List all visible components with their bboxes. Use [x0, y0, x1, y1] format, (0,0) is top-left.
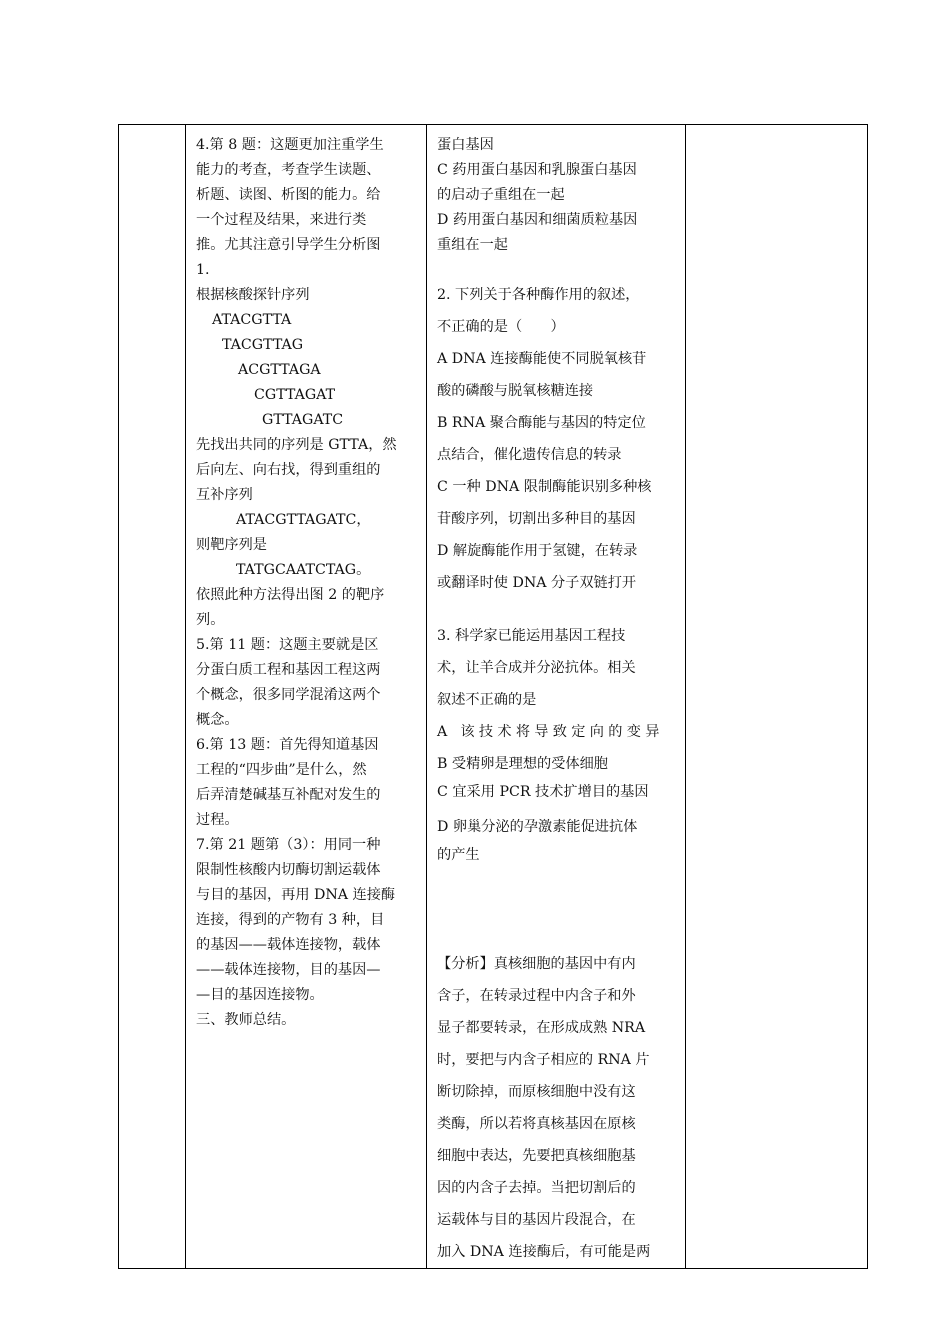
note-line: 4.第 8 题：这题更加注重学生 [196, 137, 384, 153]
note-line: 过程。 [196, 812, 239, 828]
target-sequence: TATGCAATCTAG。 [236, 562, 371, 578]
question-line: 术，让羊合成并分泌抗体。相关 [437, 660, 636, 676]
exercises [427, 125, 685, 1268]
probe-sequence: ACGTTAGA [238, 362, 321, 378]
note-line: 的基因——载体连接物，载体 [196, 937, 381, 953]
table-row [119, 125, 868, 1269]
question-line: 的启动子重组在一起 [437, 187, 565, 203]
question-line: 3. 科学家已能运用基因工程技 [437, 628, 626, 644]
analysis-line: 加入 DNA 连接酶后，有可能是两 [437, 1244, 651, 1260]
question-line: 蛋白基因 [437, 137, 494, 153]
analysis-line: 显子都要转录，在形成成熟 NRA [437, 1020, 646, 1036]
blank-cell-right [686, 125, 868, 1269]
note-line: 7.第 21 题第（3）：用同一种 [196, 837, 381, 853]
blank-cell-left [119, 125, 186, 1269]
note-line: 一个过程及结果，来进行类 [196, 212, 367, 228]
note-line: 与目的基因，再用 DNA 连接酶 [196, 887, 396, 903]
note-line: 后向左、向右找，得到重组的 [196, 462, 381, 478]
note-line: ——载体连接物，目的基因— [196, 962, 381, 978]
teaching-notes-cell [186, 125, 427, 1269]
question-line: D 药用蛋白基因和细菌质粒基因 [437, 212, 638, 228]
note-line: 先找出共同的序列是 GTTA，然 [196, 437, 397, 453]
note-line: 概念。 [196, 712, 239, 728]
question-line: B RNA 聚合酶能与基因的特定位 [437, 415, 646, 431]
probe-sequence: CGTTAGAT [254, 387, 336, 403]
lesson-plan-table [118, 124, 868, 1269]
note-line: 1. [196, 262, 210, 278]
question-line: 叙述不正确的是 [437, 692, 537, 708]
analysis-line: 细胞中表达，先要把真核细胞基 [437, 1148, 636, 1164]
question-line: 酸的磷酸与脱氧核糖连接 [437, 383, 594, 399]
analysis [437, 948, 676, 1268]
note-line: 分蛋白质工程和基因工程这两 [196, 662, 381, 678]
note-line: 6.第 13 题：首先得知道基因 [196, 737, 379, 753]
note-line: 互补序列 [196, 487, 253, 503]
probe-sequence: GTTAGATC [262, 412, 344, 428]
question-line: A 该技术将导致定向的变异 [437, 724, 664, 740]
note-line: 能力的考查，考查学生读题、 [196, 162, 381, 178]
note-line: 个概念，很多同学混淆这两个 [196, 687, 381, 703]
probe-sequence: TACGTTAG [222, 337, 304, 353]
note-line: 列。 [196, 612, 225, 628]
question-line: A DNA 连接酶能使不同脱氧核苷 [437, 351, 647, 367]
note-line: 推。尤其注意引导学生分析图 [196, 237, 381, 253]
note-line: —目的基因连接物。 [196, 987, 324, 1003]
question-line: 重组在一起 [437, 237, 508, 253]
note-line: 三、教师总结。 [196, 1012, 296, 1028]
note-line: 根据核酸探针序列 [196, 287, 310, 303]
question-2 [437, 279, 676, 599]
exercise-cell [427, 125, 686, 1269]
note-line: 则靶序列是 [196, 537, 267, 553]
question-line: D 解旋酶能作用于氢键，在转录 [437, 543, 638, 559]
note-line: 后弄清楚碱基互补配对发生的 [196, 787, 381, 803]
question-line: 苷酸序列，切割出多种目的基因 [437, 511, 636, 527]
note-line: 依照此种方法得出图 2 的靶序 [196, 587, 385, 603]
note-line: 析题、读图、析图的能力。给 [196, 187, 381, 203]
probe-sequence: ATACGTTA [212, 312, 292, 328]
question-line: 2. 下列关于各种酶作用的叙述， [437, 287, 640, 303]
question-line: D 卵巢分泌的孕激素能促进抗体 [437, 819, 638, 835]
analysis-line: 类酶，所以若将真核基因在原核 [437, 1116, 636, 1132]
question-line: C 药用蛋白基因和乳腺蛋白基因 [437, 162, 637, 178]
analysis-line: 因的内含子去掉。当把切割后的 [437, 1180, 636, 1196]
question-line: B 受精卵是理想的受体细胞 [437, 756, 608, 772]
question-line: C 宜采用 PCR 技术扩增目的基因 [437, 784, 649, 800]
analysis-line: 含子，在转录过程中内含子和外 [437, 988, 636, 1004]
analysis-line: 断切除掉，而原核细胞中没有这 [437, 1084, 636, 1100]
question-line: 点结合，催化遗传信息的转录 [437, 447, 622, 463]
analysis-line: 时，要把与内含子相应的 RNA 片 [437, 1052, 650, 1068]
analysis-line: 【分析】真核细胞的基因中有内 [437, 956, 636, 972]
analysis-line: 运载体与目的基因片段混合，在 [437, 1212, 636, 1228]
note-line: 连接，得到的产物有 3 种，目 [196, 912, 385, 928]
note-line: 限制性核酸内切酶切割运载体 [196, 862, 381, 878]
question-line: 的产生 [437, 847, 480, 863]
note-line: 5.第 11 题：这题主要就是区 [196, 637, 379, 653]
question-line: C 一种 DNA 限制酶能识别多种核 [437, 479, 652, 495]
note-line: 工程的“四步曲”是什么，然 [196, 762, 367, 778]
question-line: 不正确的是（ ） [437, 319, 565, 335]
recombined-sequence: ATACGTTAGATC， [236, 512, 371, 528]
teaching-notes [186, 125, 426, 1033]
question-line: 或翻译时使 DNA 分子双链打开 [437, 575, 637, 591]
question-3 [437, 620, 676, 868]
question-1-tail [437, 133, 676, 258]
